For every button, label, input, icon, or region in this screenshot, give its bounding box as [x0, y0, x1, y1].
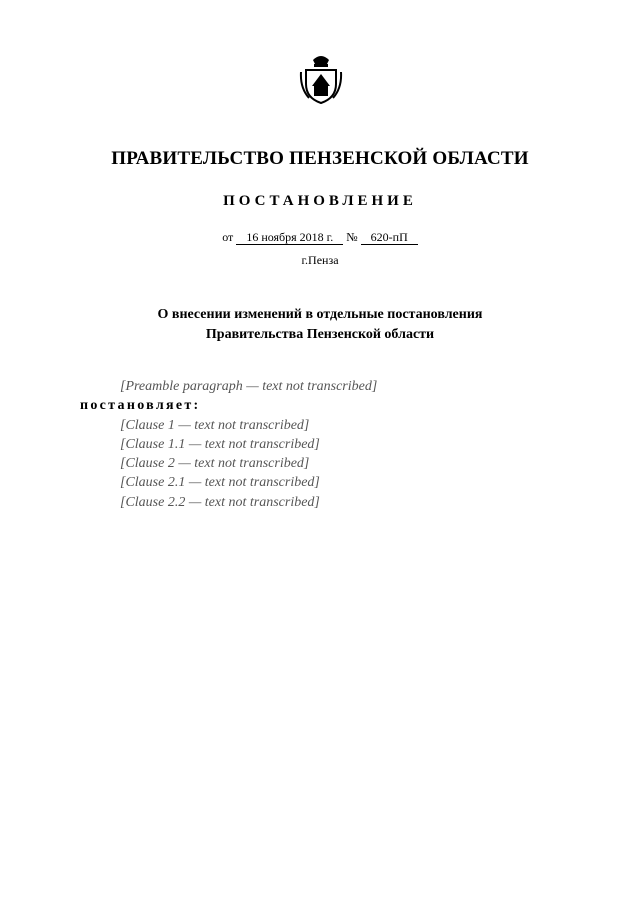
decree-word: постановляет:: [80, 398, 201, 414]
page-title: ПРАВИТЕЛЬСТВО ПЕНЗЕНСКОЙ ОБЛАСТИ: [111, 148, 529, 169]
subject-heading: [0, 305, 640, 345]
clause-2-2: [Clause 2.2 — text not transcribed]: [120, 494, 320, 510]
document-type: ПОСТАНОВЛЕНИЕ: [223, 193, 417, 209]
clause-2-1: [Clause 2.1 — text not transcribed]: [120, 475, 320, 491]
clause-1-1: [Clause 1.1 — text not transcribed]: [120, 436, 320, 452]
date-prefix: от: [222, 230, 234, 244]
clause-2: [Clause 2 — text not transcribed]: [120, 456, 310, 472]
document-body: [80, 377, 600, 512]
number-prefix: №: [346, 230, 358, 244]
document-number: 620-пП: [361, 230, 418, 245]
document-date: 16 ноября 2018 г.: [236, 230, 343, 245]
subject-line-2: Правительства Пензенской области: [205, 327, 435, 342]
date-line: [0, 230, 640, 245]
clause-1: [Clause 1 — text not transcribed]: [120, 417, 310, 433]
city: г.Пенза: [301, 253, 339, 267]
subject-line-1: О внесении изменений в отдельные постановления: [157, 307, 483, 322]
coat-of-arms-icon: [299, 50, 343, 106]
preamble-paragraph: [Preamble paragraph — text not transcribed]: [120, 379, 378, 394]
